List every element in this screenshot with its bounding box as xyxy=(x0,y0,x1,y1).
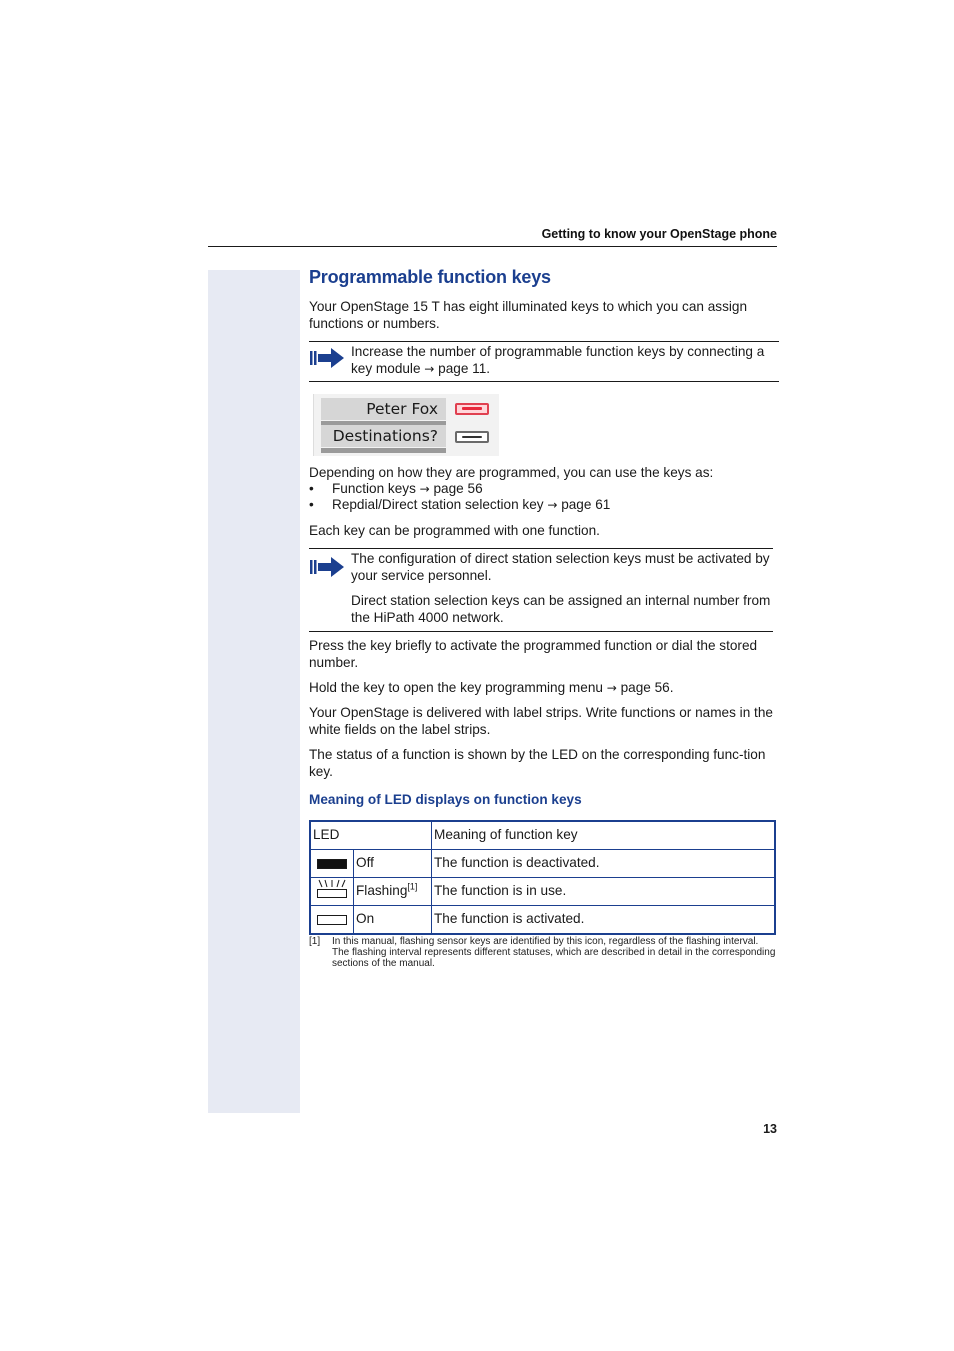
bullet: • xyxy=(309,497,314,512)
led-state-cell: On xyxy=(354,906,432,935)
note1-text xyxy=(351,344,779,377)
table-row xyxy=(310,906,775,935)
function-key-icon[interactable] xyxy=(455,431,489,443)
list-item-text xyxy=(332,497,610,514)
led-icon-cell xyxy=(310,906,354,935)
table-header-meaning: Meaning of function key xyxy=(432,821,776,850)
reference-arrow-icon: → xyxy=(547,498,558,512)
bullet: • xyxy=(309,481,314,496)
led-state-label: Flashing xyxy=(356,883,408,899)
led-icon-cell xyxy=(310,878,354,906)
note-arrow-icon xyxy=(309,556,345,578)
one-function-paragraph: Each key can be programmed with one function. xyxy=(309,523,600,538)
footnote-mark: [1] xyxy=(309,936,321,947)
page-reference[interactable]: page 56 xyxy=(433,481,483,496)
note-arrow-icon xyxy=(309,347,345,369)
hold-paragraph xyxy=(309,680,779,697)
usage-lead: Depending on how they are programmed, you can use the keys as: xyxy=(309,465,714,480)
led-meaning-table xyxy=(309,820,776,935)
led-section-title: Meaning of LED displays on function keys xyxy=(309,792,582,807)
footnote-text: In this manual, flashing sensor keys are identified by this icon, regardless of the flashing interval. The flashing interval represents different statuses, which are described in detail in the corresponding sections of the manual. xyxy=(332,936,776,969)
led-off-icon xyxy=(317,859,347,869)
led-flashing-icon xyxy=(316,879,348,899)
reference-arrow-icon: → xyxy=(419,482,430,496)
running-header: Getting to know your OpenStage phone xyxy=(541,227,777,241)
table-row xyxy=(310,850,775,878)
header-rule xyxy=(208,246,777,247)
list-item-label: Repdial/Direct station selection key xyxy=(332,497,544,512)
function-key-lit-icon[interactable] xyxy=(455,403,489,415)
led-meaning-cell: The function is deactivated. xyxy=(432,850,776,878)
label-strip-paragraph: Your OpenStage is delivered with label strips. Write functions or names in the white fields on the label strips. xyxy=(309,705,773,737)
display-row-2: Destinations? xyxy=(321,425,446,447)
note2-bottom-rule xyxy=(309,631,773,632)
intro-paragraph: Your OpenStage 15 T has eight illuminated keys to which you can assign functions or numbers. xyxy=(309,299,748,331)
page-reference[interactable]: page 61 xyxy=(561,497,611,512)
led-icon-cell xyxy=(310,850,354,878)
led-state-cell: Off xyxy=(354,850,432,878)
list-item xyxy=(309,481,779,498)
footnote-reference[interactable]: [1] xyxy=(407,881,418,892)
table-header-row xyxy=(310,821,775,850)
led-state-cell xyxy=(354,878,432,906)
led-meaning-cell: The function is in use. xyxy=(432,878,776,906)
list-item-text xyxy=(332,481,483,498)
reference-arrow-icon: → xyxy=(606,681,617,695)
note2-paragraph-1: The configuration of direct station selection keys must be activated by your service personnel. xyxy=(351,551,770,583)
note2-top-rule xyxy=(309,548,773,549)
note1-bottom-rule xyxy=(309,381,779,382)
page-number: 13 xyxy=(763,1122,777,1136)
note1-page-reference[interactable]: page 11. xyxy=(438,360,491,376)
page-reference[interactable]: page 56. xyxy=(620,680,674,695)
display-separator xyxy=(321,448,446,453)
hold-text: Hold the key to open the key programming menu xyxy=(309,680,603,695)
display-row-1: Peter Fox xyxy=(321,398,446,420)
led-on-icon xyxy=(317,915,347,925)
margin-sidebar xyxy=(208,270,300,1113)
table-header-led: LED xyxy=(310,821,432,850)
note1-body: Increase the number of programmable function keys by connecting a key module xyxy=(351,344,765,376)
note2-paragraph-2: Direct station selection keys can be assigned an internal number from the HiPath 4000 network. xyxy=(351,593,771,625)
section-title: Programmable function keys xyxy=(309,267,551,287)
status-paragraph: The status of a function is shown by the LED on the corresponding func-tion key. xyxy=(309,747,766,779)
list-item-label: Function keys xyxy=(332,481,416,496)
press-paragraph: Press the key briefly to activate the programmed function or dial the stored number. xyxy=(309,638,758,670)
phone-display-illustration xyxy=(313,394,499,456)
list-item xyxy=(309,497,779,514)
led-meaning-cell: The function is activated. xyxy=(432,906,776,935)
table-row xyxy=(310,878,775,906)
reference-arrow-icon: → xyxy=(424,361,435,376)
note1-top-rule xyxy=(309,341,779,342)
